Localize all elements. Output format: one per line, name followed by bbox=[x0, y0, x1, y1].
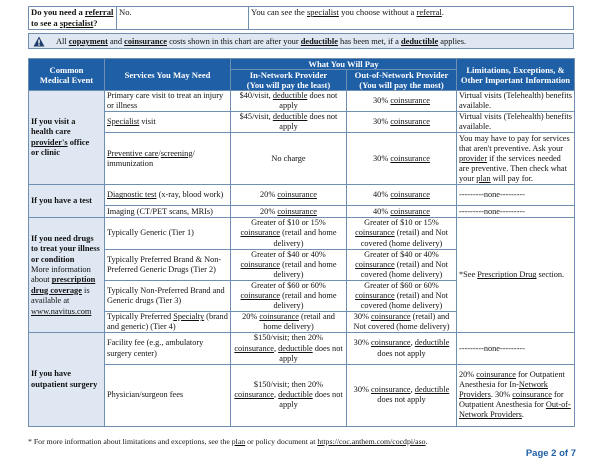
coinsurance-link[interactable]: coinsurance bbox=[234, 343, 274, 353]
limitations-text: You may have to pay for services that aren't preventive. Ask your provider if the services needed are preventive. Then check what your plan will pay for. bbox=[457, 133, 575, 185]
out-network-cost: Greater of $10 or 15% coinsurance (retail) and Not covered (home delivery) bbox=[347, 218, 457, 249]
header-out-network: Out-of-Network Provider (You will pay the most) bbox=[347, 70, 457, 91]
service-diagnostic-test: Diagnostic test (x-ray, blood work) bbox=[105, 185, 231, 206]
network-providers-link[interactable]: Network Providers bbox=[459, 380, 548, 400]
header-limitations: Limitations, Exceptions, & Other Important Information bbox=[457, 59, 575, 91]
out-network-cost: 30% coinsurance bbox=[347, 112, 457, 133]
table-row bbox=[29, 364, 575, 426]
in-network-cost: 20% coinsurance bbox=[231, 206, 347, 218]
out-network-cost: 30% coinsurance (retail) and Not covered (home delivery) bbox=[347, 312, 457, 333]
specialist-link[interactable]: specialist bbox=[59, 18, 94, 28]
cost-note-text: All copayment and coinsurance costs shown in this chart are after your deductible has been met, if a deductible applies. bbox=[56, 37, 467, 46]
page-number: Page 2 of 7 bbox=[525, 448, 576, 459]
limitations-text: ---------none--------- bbox=[457, 185, 575, 206]
service-tier-4: Typically Preferred Specialty (brand and generic) (Tier 4) bbox=[105, 312, 231, 333]
plan-link[interactable]: plan bbox=[476, 174, 491, 184]
warning-icon bbox=[33, 36, 45, 47]
coinsurance-link[interactable]: coinsurance bbox=[512, 390, 552, 400]
navitus-url-link[interactable]: www.navitus.com bbox=[31, 306, 92, 316]
coinsurance-link[interactable]: coinsurance bbox=[277, 190, 317, 200]
service-tier-1: Typically Generic (Tier 1) bbox=[105, 218, 231, 249]
deductible-link[interactable]: deductible bbox=[400, 37, 439, 46]
coinsurance-link[interactable]: coinsurance bbox=[370, 338, 411, 348]
coinsurance-link[interactable]: coinsurance bbox=[355, 259, 395, 269]
in-network-cost: $45/visit, deductible does not apply bbox=[231, 112, 347, 133]
in-network-cost: Greater of $60 or 60% coinsurance (retail and home delivery) bbox=[231, 280, 347, 311]
out-network-cost: 30% coinsurance, deductible does not apply bbox=[347, 364, 457, 426]
coinsurance-link[interactable]: coinsurance bbox=[370, 385, 411, 395]
service-tier-2: Typically Preferred Brand & Non-Preferred Generic Drugs (Tier 2) bbox=[105, 249, 231, 280]
out-network-cost: 40% coinsurance bbox=[347, 206, 457, 218]
copayment-link[interactable]: copayment bbox=[68, 37, 108, 46]
limitations-text: Virtual visits (Telehealth) benefits available. bbox=[457, 91, 575, 112]
coinsurance-link[interactable]: coinsurance bbox=[390, 206, 430, 216]
coinsurance-link[interactable]: coinsurance bbox=[476, 369, 516, 379]
referral-link[interactable]: referral bbox=[84, 7, 114, 17]
coinsurance-link[interactable]: coinsurance bbox=[390, 153, 430, 163]
out-network-cost: 30% coinsurance bbox=[347, 133, 457, 185]
deductible-link[interactable]: deductible bbox=[272, 112, 308, 122]
table-row bbox=[29, 333, 575, 364]
provider-link[interactable]: provider's bbox=[31, 137, 68, 147]
out-of-network-providers-link[interactable]: Out-of-Network Providers bbox=[459, 400, 571, 420]
table-row bbox=[29, 133, 575, 185]
referral-question: Do you need a referral to see a specialist? bbox=[29, 7, 117, 30]
specialist-link[interactable]: Specialist bbox=[107, 117, 140, 127]
header-common-event: Common Medical Event bbox=[29, 59, 105, 91]
cost-note-bar bbox=[28, 33, 574, 49]
event-visit-provider: If you visit a health care provider's office or clinic bbox=[29, 91, 105, 185]
header-services: Services You May Need bbox=[105, 59, 231, 91]
out-network-cost: Greater of $40 or 40% coinsurance (retail) and Not covered (home delivery) bbox=[347, 249, 457, 280]
table-row bbox=[29, 91, 575, 112]
table-row bbox=[29, 185, 575, 206]
in-network-cost: Greater of $40 or 40% coinsurance (retail and home delivery) bbox=[231, 249, 347, 280]
prescription-drug-coverage-link[interactable]: prescription drug coverage bbox=[31, 275, 96, 295]
event-outpatient: If you have outpatient surgery bbox=[29, 333, 105, 426]
in-network-cost: 20% coinsurance bbox=[231, 185, 347, 206]
in-network-cost: $40/visit, deductible does not apply bbox=[231, 91, 347, 112]
service-imaging: Imaging (CT/PET scans, MRIs) bbox=[105, 206, 231, 218]
footer-note: * For more information about limitations and exceptions, see the plan or policy document at https://coc.anthem.com/cocdpi/aso. bbox=[28, 437, 428, 446]
limitations-text: ---------none--------- bbox=[457, 333, 575, 364]
deductible-link[interactable]: deductible bbox=[414, 385, 450, 395]
coinsurance-link[interactable]: coinsurance bbox=[240, 228, 281, 238]
deductible-link[interactable]: deductible bbox=[414, 338, 450, 348]
coverage-table bbox=[28, 58, 575, 427]
service-preventive-care: Preventive care/screening/ immunization bbox=[105, 133, 231, 185]
out-network-cost: 40% coinsurance bbox=[347, 185, 457, 206]
referral-why: You can see the specialist you choose without a referral. bbox=[249, 7, 574, 30]
referral-answer: No. bbox=[117, 7, 249, 30]
deductible-link[interactable]: deductible bbox=[278, 390, 313, 400]
out-network-cost: 30% coinsurance, deductible does not apply bbox=[347, 333, 457, 364]
preventive-care-link[interactable]: Preventive care bbox=[107, 148, 159, 158]
coinsurance-link[interactable]: coinsurance bbox=[240, 291, 281, 301]
provider-link[interactable]: provider bbox=[459, 153, 488, 163]
prescription-drug-link[interactable]: Prescription Drug bbox=[477, 270, 537, 280]
coinsurance-link[interactable]: coinsurance bbox=[370, 312, 411, 322]
coinsurance-link[interactable]: coinsurance bbox=[390, 117, 430, 127]
service-primary-care: Primary care visit to treat an injury or illness bbox=[105, 91, 231, 112]
deductible-link[interactable]: deductible bbox=[278, 343, 313, 353]
service-specialist: Specialist visit bbox=[105, 112, 231, 133]
table-row bbox=[29, 112, 575, 133]
limitations-text: 20% coinsurance for Outpatient Anesthesia for In-Network Providers. 30% coinsurance for Outpatient Anesthesia for Out-of-Network Providers. bbox=[457, 364, 575, 426]
deductible-link[interactable]: deductible bbox=[300, 37, 338, 46]
coinsurance-link[interactable]: coinsurance bbox=[355, 291, 395, 301]
coinsurance-link[interactable]: coinsurance bbox=[277, 206, 317, 216]
coinsurance-link[interactable]: coinsurance bbox=[259, 312, 299, 322]
diagnostic-test-link[interactable]: Diagnostic test bbox=[107, 190, 157, 200]
in-network-cost: $150/visit; then 20% coinsurance, deductible does not apply bbox=[231, 333, 347, 364]
in-network-cost: Greater of $10 or 15% coinsurance (retail and home delivery) bbox=[231, 218, 347, 249]
out-network-cost: Greater of $60 or 60% coinsurance (retail) and Not covered (home delivery) bbox=[347, 280, 457, 311]
limitations-text: Virtual visits (Telehealth) benefits available. bbox=[457, 112, 575, 133]
referral-link[interactable]: referral bbox=[416, 7, 442, 17]
deductible-link[interactable]: deductible bbox=[272, 91, 308, 100]
coinsurance-link[interactable]: coinsurance bbox=[390, 96, 430, 106]
screening-link[interactable]: screening bbox=[160, 148, 193, 158]
referral-table bbox=[28, 6, 574, 30]
event-drugs: If you need drugs to treat your illness or condition More information about prescription drug coverage is available at www.navitus.com bbox=[29, 218, 105, 333]
header-what-you-pay: What You Will Pay bbox=[231, 59, 457, 70]
in-network-cost: 20% coinsurance (retail and home delivery) bbox=[231, 312, 347, 333]
coinsurance-link[interactable]: coinsurance bbox=[240, 259, 281, 269]
table-row bbox=[29, 218, 575, 249]
table-row bbox=[29, 206, 575, 218]
specialty-link[interactable]: Specialty bbox=[173, 312, 205, 322]
coinsurance-link[interactable]: coinsurance bbox=[390, 190, 430, 200]
coinsurance-link[interactable]: coinsurance bbox=[124, 37, 167, 46]
limitations-text: ---------none--------- bbox=[457, 206, 575, 218]
plan-link[interactable]: plan bbox=[231, 437, 246, 446]
event-test: If you have a test bbox=[29, 185, 105, 218]
service-physician-fees: Physician/surgeon fees bbox=[105, 364, 231, 426]
limitations-drugs: *See Prescription Drug section. bbox=[457, 218, 575, 333]
coinsurance-link[interactable]: coinsurance bbox=[355, 228, 395, 238]
header-in-network: In-Network Provider (You will pay the least) bbox=[231, 70, 347, 91]
in-network-cost: No charge bbox=[231, 133, 347, 185]
service-facility-fee: Facility fee (e.g., ambulatory surgery center) bbox=[105, 333, 231, 364]
coinsurance-link[interactable]: coinsurance bbox=[234, 390, 274, 400]
service-tier-3: Typically Non-Preferred Brand and Generic drugs (Tier 3) bbox=[105, 280, 231, 311]
in-network-cost: $150/visit; then 20% coinsurance, deductible does not apply bbox=[231, 364, 347, 426]
policy-url-link[interactable]: https://coc.anthem.com/cocdpi/aso bbox=[317, 437, 426, 446]
specialist-link[interactable]: specialist bbox=[306, 7, 339, 17]
out-network-cost: 30% coinsurance bbox=[347, 91, 457, 112]
